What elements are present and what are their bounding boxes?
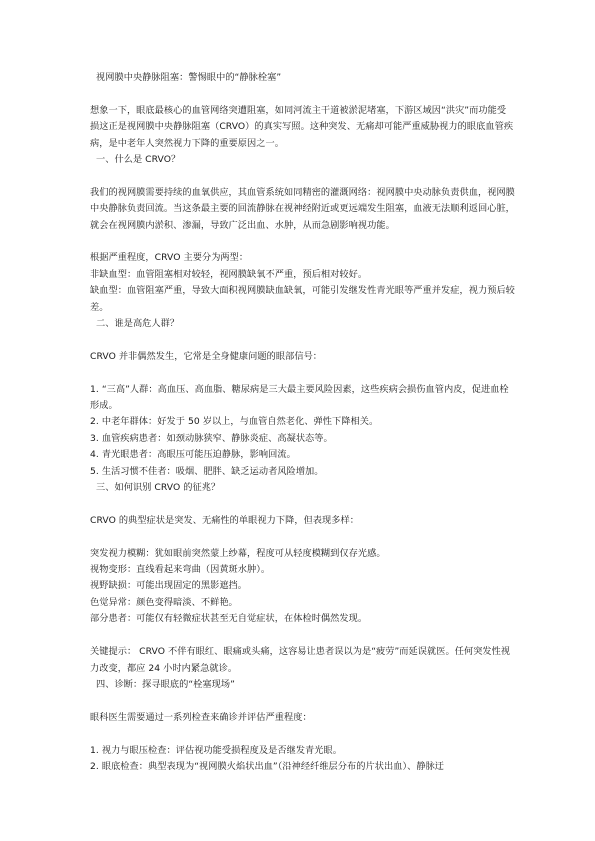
risk-item: 2. 中老年群体：好发于 50 岁以上，与血管自然老化、弹性下降相关。 [90,416,379,428]
intro-paragraph: 想象一下，眼底最核心的血管网络突遭阻塞，如同河流主干道被淤泥堵塞，下游区域因“洪灾”而功能受损这正是视网膜中央静脉阻塞（CRVO）的真实写照。这种突发、无痛却可能严重威胁视力的眼底血管疾病，是中老年人突然视力下降的重要原因之一。 [90,104,514,149]
section-heading-1: 一、什么是 CRVO？ [96,154,181,166]
risk-item: 1. “三高”人群：高血压、高血脂、糖尿病是三大最主要风险因素，这些疾病会损伤血管内皮，促进血栓形成。 [90,383,509,412]
diagnosis-item: 2. 眼底检查：典型表现为“视网膜火焰状出血”（沿神经纤维层分布的片状出血）、静脉迂 [90,760,445,772]
section3-intro: CRVO 的典型症状是突发、无痛性的单眼视力下降，但表现多样： [90,514,359,526]
types-intro: 根据严重程度，CRVO 主要分为两型： [90,252,249,264]
type-nonischemic: 非缺血型：血管阻塞相对较轻，视网膜缺氧不严重，预后相对较好。 [90,268,368,280]
symptom-item: 视野缺损：可能出现固定的黑影遮挡。 [90,580,248,592]
section2-intro: CRVO 并非偶然发生，它常是全身健康问题的眼部信号： [90,350,323,362]
symptom-item: 视物变形：直线看起来弯曲（因黄斑水肿）。 [90,564,271,576]
section-heading-2: 二、谁是高危人群？ [96,318,180,330]
document-body [90,70,515,775]
section-heading-3: 三、如何识别 CRVO 的征兆？ [96,482,221,494]
symptom-item: 色觉异常：颜色变得暗淡、不鲜艳。 [90,596,238,608]
risk-item: 4. 青光眼患者：高眼压可能压迫静脉，影响回流。 [90,449,296,461]
document-title: 视网膜中央静脉阻塞：警惕眼中的“静脉栓塞” [96,72,282,83]
type-ischemic: 缺血型：血管阻塞严重，导致大面积视网膜缺血缺氧，可能引发继发性青光眼等严重并发症，视力预后较差。 [90,285,515,313]
risk-item: 3. 血管疾病患者：如颈动脉狭窄、静脉炎症、高凝状态等。 [90,432,333,444]
diagnosis-item: 1. 视力与眼压检查：评估视功能受损程度及是否继发青光眼。 [90,744,343,756]
section1-body: 我们的视网膜需要持续的血氧供应，其血管系统如同精密的灌溉网络：视网膜中央动脉负责供血，视网膜中央静脉负责回流。当这条最主要的回流静脉在视神经附近或更远端发生阻塞，血液无法顺利返回心脏，就会在视网膜内淤积、渗漏，导致广泛出血、水肿，从而急剧影响视功能。 [90,186,515,231]
symptom-item: 突发视力模糊：犹如眼前突然蒙上纱幕，程度可从轻度模糊到仅存光感。 [90,547,386,559]
symptom-item: 部分患者：可能仅有轻微症状甚至无自觉症状，在体检时偶然发现。 [90,613,368,625]
section4-intro: 眼科医生需要通过一系列检查来确诊并评估严重程度： [90,711,312,723]
section-heading-4: 四、诊断：探寻眼底的“栓塞现场” [96,678,235,690]
key-tip: 关键提示： CRVO 不伴有眼红、眼痛或头痛，这容易让患者误以为是“疲劳”而延误就医。任何突发性视力改变，都应 24 小时内紧急就诊。 [90,646,511,674]
risk-item: 5. 生活习惯不佳者：吸烟、肥胖、缺乏运动者风险增加。 [90,465,324,477]
